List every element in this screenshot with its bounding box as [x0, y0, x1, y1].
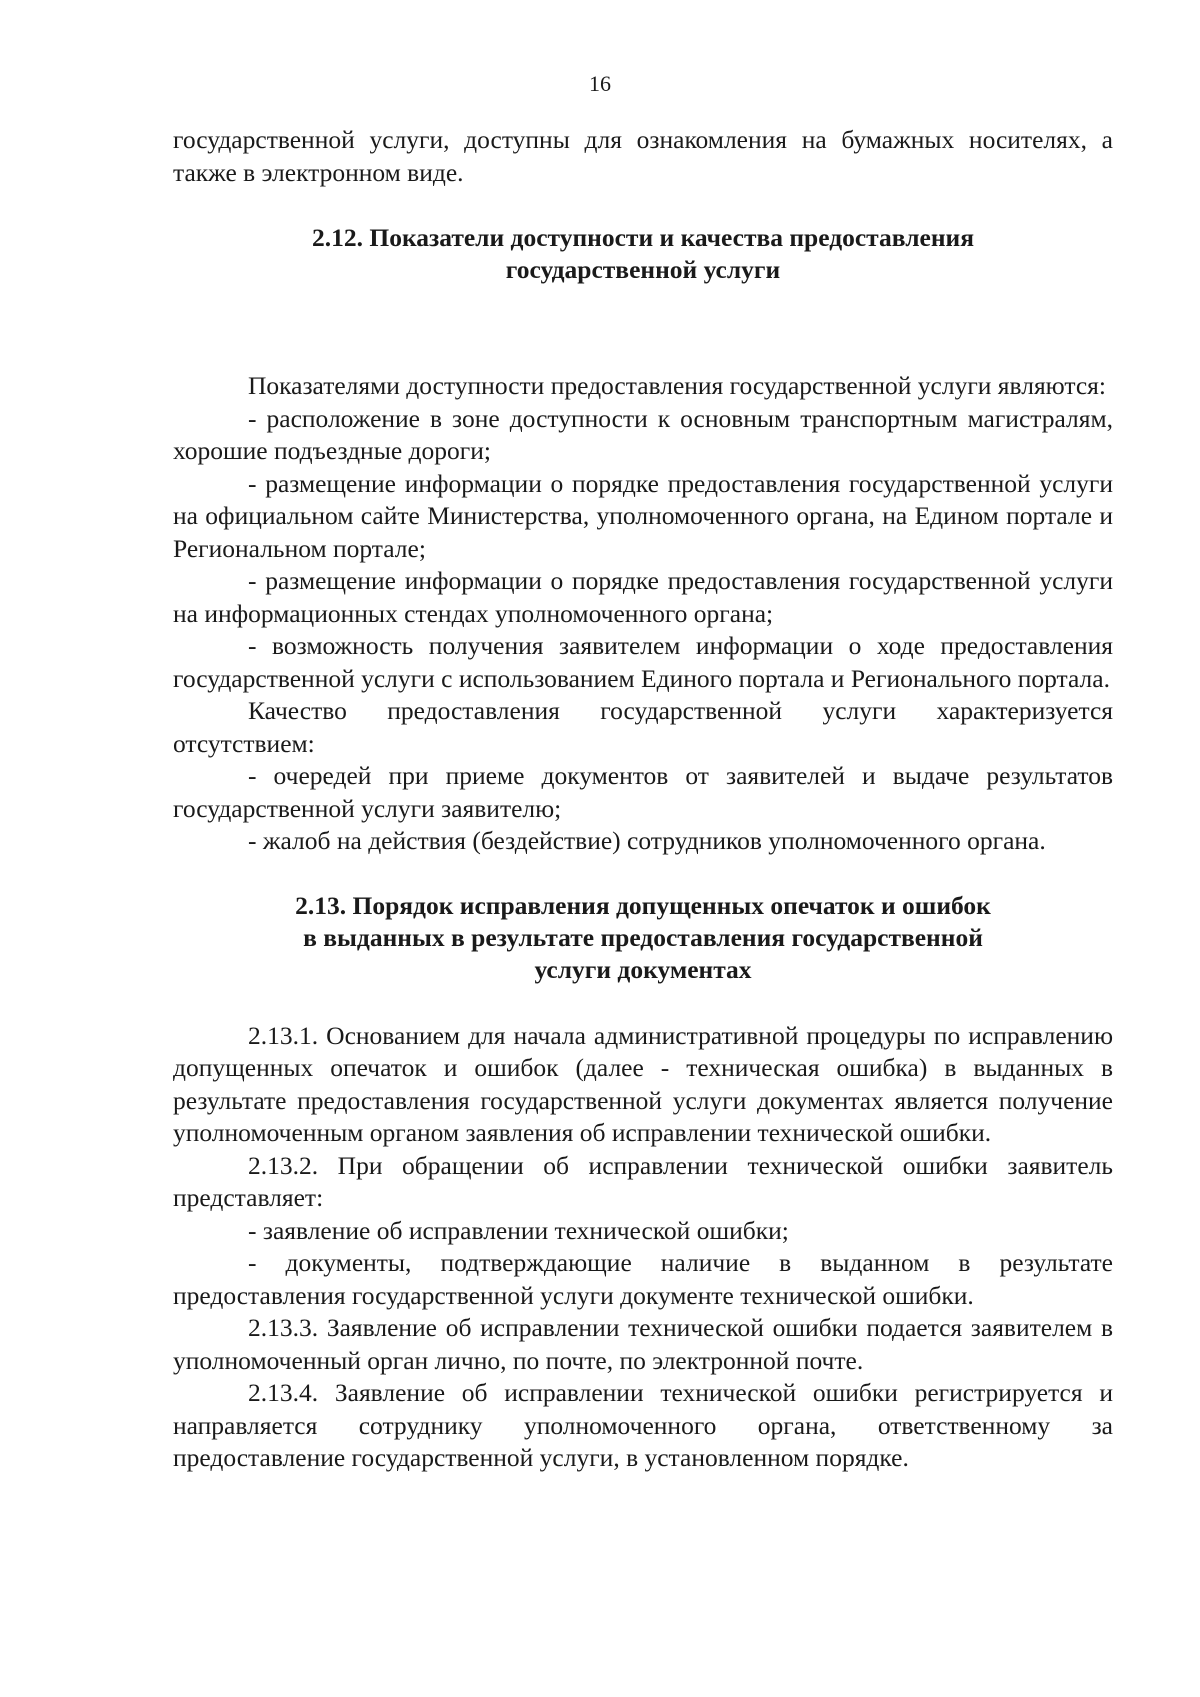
paragraph-continuation: государственной услуги, доступны для ознакомления на бумажных носителях, а также в электронном виде.: [173, 125, 1113, 187]
list-item: - очередей при приеме документов от заявителей и выдаче результатов государственной услуги заявителю;: [173, 761, 1113, 823]
list-item: - расположение в зоне доступности к основным транспортным магистралям, хорошие подъездные дороги;: [173, 403, 1113, 465]
paragraph-2-13-4: 2.13.4. Заявление об исправлении технической ошибки регистрируется и направляется сотруднику уполномоченного органа, ответственному за предоставление государственной услуги, в установленном порядке.: [173, 1378, 1113, 1472]
list-item: - возможность получения заявителем информации о ходе предоставления государственной услуги с использованием Единого портала и Регионального портала.: [173, 631, 1113, 693]
heading-line: государственной услуги: [505, 255, 781, 284]
list-item: - жалоб на действия (бездействие) сотрудников уполномоченного органа.: [248, 826, 1046, 855]
page-number: 16: [589, 71, 611, 96]
paragraph: Качество предоставления государственной услуги характеризуется отсутствием:: [173, 696, 1113, 758]
list-item: - заявление об исправлении технической ошибки;: [248, 1215, 789, 1245]
paragraph: Показателями доступности предоставления государственной услуги являются:: [248, 371, 1106, 400]
paragraph-2-13-2: 2.13.2. При обращении об исправлении технической ошибки заявитель представляет:: [173, 1150, 1113, 1212]
paragraph-2-13-1: 2.13.1. Основанием для начала административной процедуры по исправлению допущенных опечаток и ошибок (далее - техническая ошибка) в выданных в результате предоставления государственной услуги документах является получение уполномоченным органом заявления об исправлении технической ошибки.: [173, 1020, 1113, 1147]
list-item: - размещение информации о порядке предоставления государственной услуги на официальном сайте Министерства, уполномоченного органа, на Едином портале и Региональном портале;: [173, 468, 1113, 563]
heading-line: 2.13. Порядок исправления допущенных опечаток и ошибок: [295, 890, 991, 920]
document-body: [173, 124, 1113, 1475]
section-heading-2-13: [173, 890, 1113, 986]
heading-line: услуги документах: [534, 954, 752, 984]
heading-line: 2.12. Показатели доступности и качества предоставления: [311, 223, 975, 252]
paragraph-2-13-3: 2.13.3. Заявление об исправлении технической ошибки подается заявителем в уполномоченный орган лично, по почте, по электронной почте.: [173, 1313, 1113, 1375]
section-heading-2-12: [173, 222, 1113, 286]
heading-line: в выданных в результате предоставления государственной: [303, 922, 983, 952]
list-item: - размещение информации о порядке предоставления государственной услуги на информационных стендах уполномоченного органа;: [173, 566, 1113, 628]
list-item: - документы, подтверждающие наличие в выданном в результате предоставления государственной услуги документе технической ошибки.: [173, 1248, 1113, 1310]
